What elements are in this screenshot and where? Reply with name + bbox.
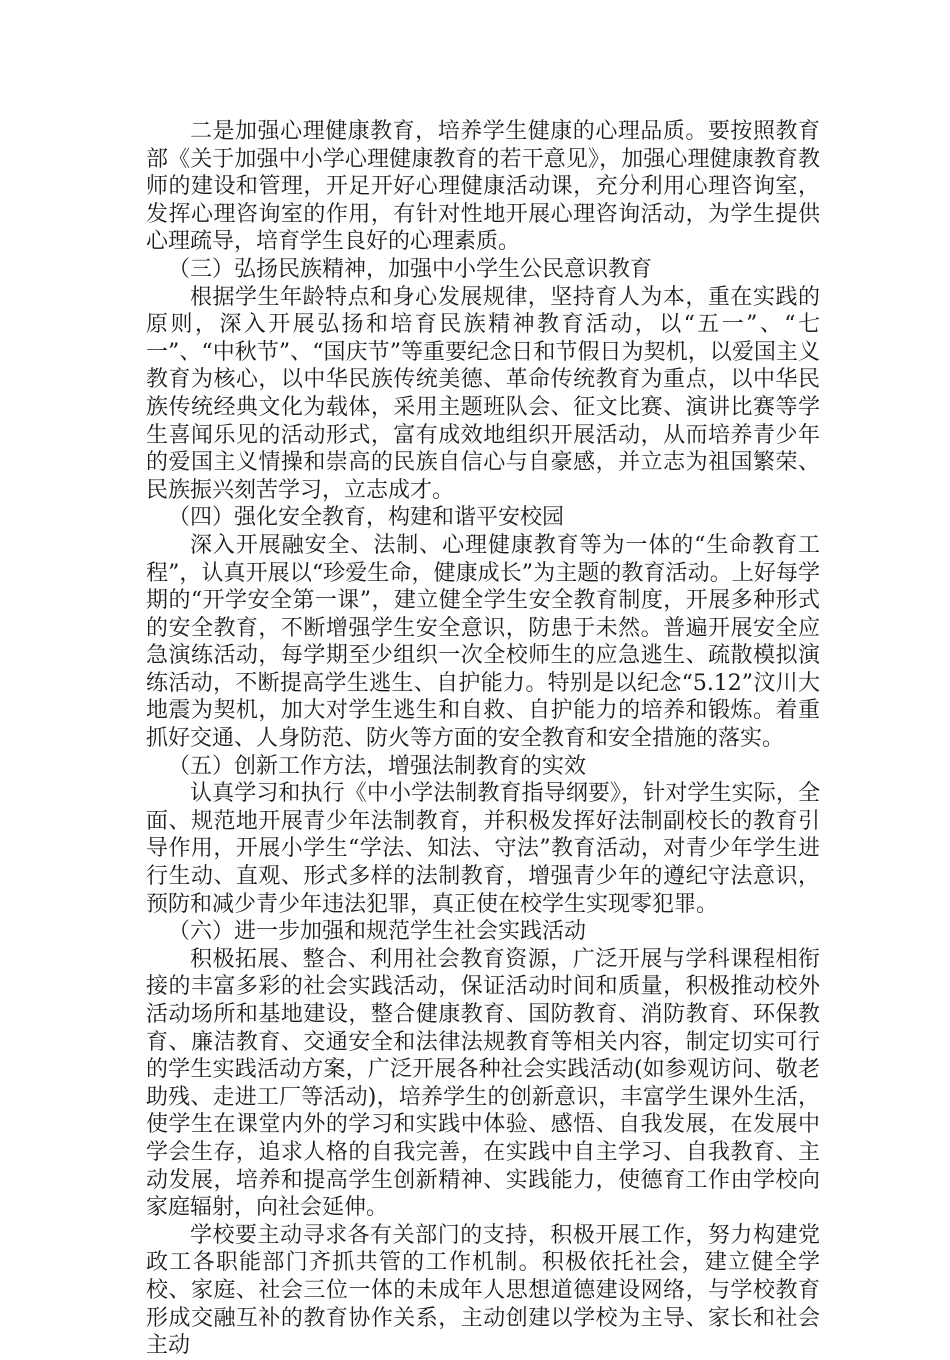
paragraph-psychological-health: 二是加强心理健康教育，培养学生健康的心理品质。要按照教育部《关于加强中小学心理健康教育的若干意见》，加强心理健康教育教师的建设和管理，开足开好心理健康活动课，充分利用心理咨询室，发挥心理咨询室的作用，有针对性地开展心理咨询活动，为学生提供心理疏导，培育学生良好的心理素质。 (146, 119, 820, 255)
paragraph-national-spirit: 根据学生年龄特点和身心发展规律，坚持育人为本，重在实践的原则，深入开展弘扬和培育民族精神教育活动，以“五一”、“七一”、“中秋节”、“国庆节”等重要纪念日和节假日为契机，以爱国主义教育为核心，以中华民族传统美德、革命传统教育为重点，以中华民族传统经典文化为载体，采用主题班队会、征文比赛、演讲比赛等学生喜闻乐见的活动形式，富有成效地组织开展活动，从而培养青少年的爱国主义情操和崇高的民族自信心与自豪感，并立志为祖国繁荣、民族振兴刻苦学习，立志成才。 (146, 284, 820, 503)
document-page (146, 118, 820, 1360)
heading-social-practice: （六）进一步加强和规范学生社会实践活动 (168, 919, 587, 945)
paragraph-safety-education: 深入开展融安全、法制、心理健康教育等为一体的“生命教育工程”，认真开展以“珍爱生命，健康成长”为主题的教育活动。上好每学期的“开学安全第一课”，建立健全学生安全教育制度，开展多种形式的安全教育，不断增强学生安全意识，防患于未然。普遍开展安全应急演练活动，每学期至少组织一次全校师生的应急逃生、疏散模拟演练活动，不断提高学生逃生、自护能力。特别是以纪念“5.12”汶川大地震为契机，加大对学生逃生和自救、自护能力的培养和锻炼。着重抓好交通、人身防范、防火等方面的安全教育和安全措施的落实。 (146, 532, 820, 752)
paragraph-social-practice: 积极拓展、整合、利用社会教育资源，广泛开展与学科课程相衔接的丰富多彩的社会实践活动，保证活动时间和质量，积极推动校外活动场所和基地建设，整合健康教育、国防教育、消防教育、环保教育、廉洁教育、交通安全和法律法规教育等相关内容，制定切实可行的学生实践活动方案，广泛开展各种社会实践活动(如参观访问、敬老助残、走进工厂等活动)，培养学生的创新意识，丰富学生课外生活，使学生在课堂内外的学习和实践中体验、感悟、自我发展，在发展中学会生存，追求人格的自我完善，在实践中自主学习、自我教育、主动发展，培养和提高学生创新精神、实践能力，使德育工作由学校向家庭辐射，向社会延伸。 (146, 946, 820, 1221)
paragraph-legal-education: 认真学习和执行《中小学法制教育指导纲要》，针对学生实际，全面、规范地开展青少年法制教育，并积极发挥好法制副校长的教育引导作用，开展小学生“学法、知法、守法”教育活动，对青少年学生进行生动、直观、形式多样的法制教育，增强青少年的遵纪守法意识，预防和减少青少年违法犯罪，真正使在校学生实现零犯罪。 (146, 781, 820, 917)
heading-legal-education: （五）创新工作方法，增强法制教育的实效 (168, 753, 587, 779)
heading-national-spirit: （三）弘扬民族精神，加强中小学生公民意识教育 (168, 256, 653, 282)
heading-safety-education: （四）强化安全教育，构建和谐平安校园 (168, 505, 565, 531)
paragraph-school-cooperation: 学校要主动寻求各有关部门的支持，积极开展工作，努力构建党政工各职能部门齐抓共管的工作机制。积极依托社会，建立健全学校、家庭、社会三位一体的未成年人思想道德建设网络，与学校教育形成交融互补的教育协作关系，主动创建以学校为主导、家长和社会主动 (146, 1222, 820, 1359)
